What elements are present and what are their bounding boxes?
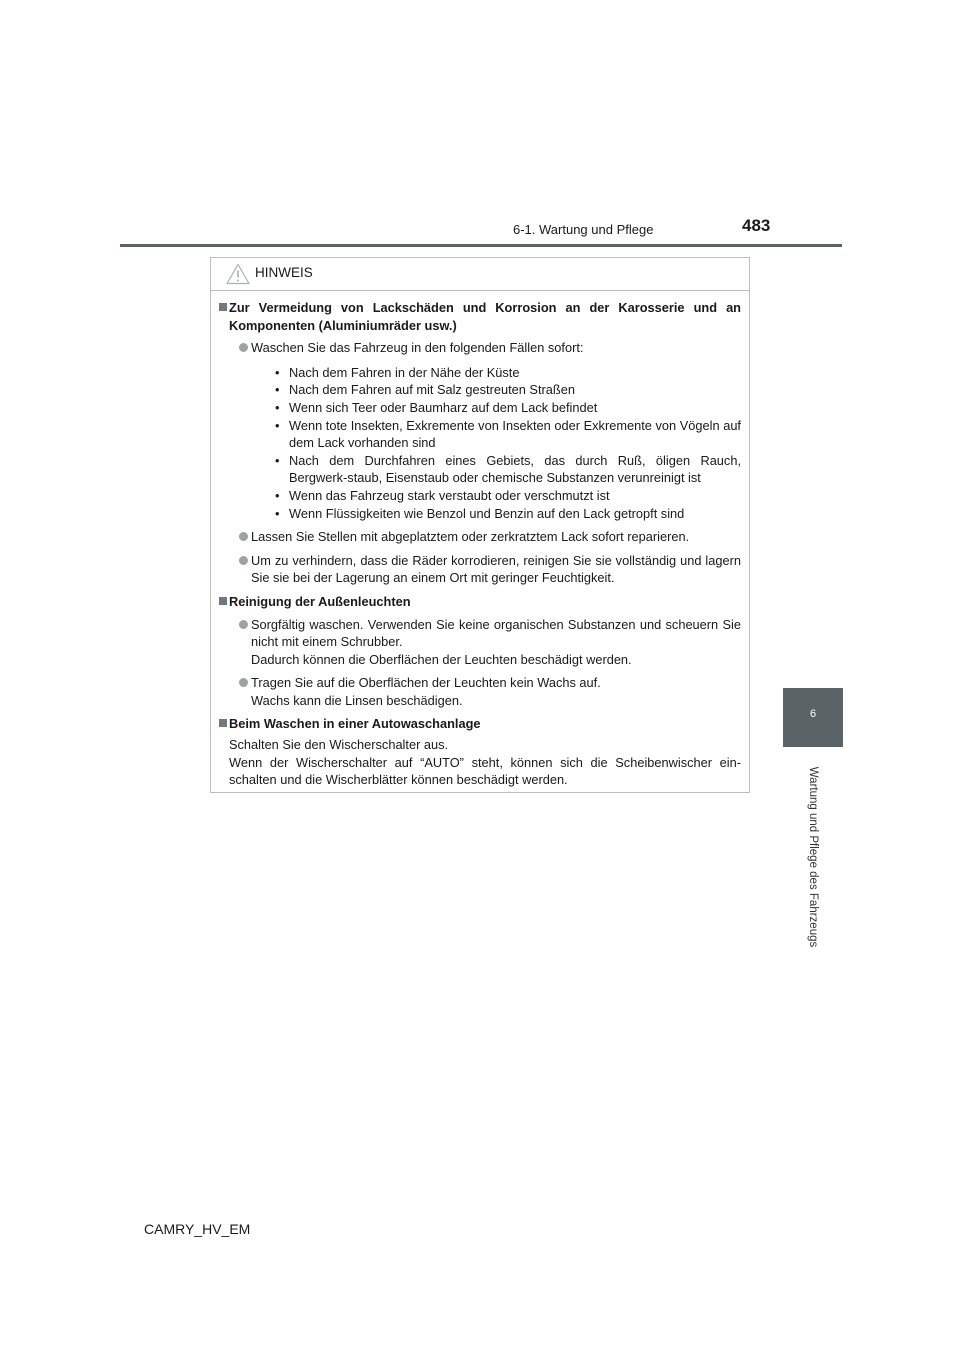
- notice-box: [210, 257, 750, 793]
- sub-list: [251, 364, 741, 522]
- item-text: Um zu verhindern, dass die Räder korrodieren, reinigen Sie sie vollständig und lagern Sie sie bei der Lagerung an einem Ort mit geringer Feuchtigkeit.: [251, 552, 741, 586]
- sub-list-item: • Nach dem Fahren auf mit Salz gestreuten Straßen: [275, 382, 575, 398]
- item-text: Tragen Sie auf die Oberflächen der Leuchten kein Wachs auf.: [251, 675, 601, 691]
- circle-bullet-icon: [239, 678, 248, 687]
- section-heading: Zur Vermeidung von Lackschäden und Korrosion an der Karosserie und an Komponenten (Aluminiumräder usw.): [229, 300, 741, 333]
- circle-bullet-icon: [239, 620, 248, 629]
- list-item: [229, 528, 741, 546]
- sub-list-item: • Wenn Flüssigkeiten wie Benzol und Benzin auf den Lack getropft sind: [275, 505, 685, 521]
- square-bullet-icon: [219, 597, 227, 605]
- chapter-number: 6: [809, 708, 817, 720]
- section-paint-protection: [219, 299, 741, 587]
- section-heading: Reinigung der Außenleuchten: [229, 593, 411, 609]
- section-heading: Beim Waschen in einer Autowaschanlage: [229, 716, 481, 732]
- section-car-wash: [219, 715, 741, 788]
- notice-header: [211, 258, 749, 291]
- paragraph: Wenn der Wischerschalter auf “AUTO” steht, können sich die Scheibenwischer ein-schalten und die Wischerblätter können beschädigt werden.: [229, 754, 741, 788]
- document-code: CAMRY_HV_EM: [144, 1221, 251, 1237]
- circle-bullet-icon: [239, 556, 248, 565]
- list-item: [229, 552, 741, 587]
- sub-list-item: • Wenn das Fahrzeug stark verstaubt oder verschmutzt ist: [275, 487, 610, 503]
- item-text-continued: Dadurch können die Oberflächen der Leuchten beschädigt werden.: [251, 651, 632, 667]
- warning-triangle-icon: [226, 263, 250, 285]
- list-item: [229, 616, 741, 669]
- notice-title: HINWEIS: [255, 265, 313, 280]
- sub-list-item: • Wenn sich Teer oder Baumharz auf dem Lack befindet: [275, 399, 598, 415]
- item-text: Lassen Sie Stellen mit abgeplatztem oder zerkratztem Lack sofort reparieren.: [251, 529, 690, 545]
- chapter-tab: [783, 688, 843, 747]
- page-number: 483: [742, 216, 771, 235]
- list-item: [229, 339, 741, 522]
- circle-bullet-icon: [239, 532, 248, 541]
- item-text: Sorgfältig waschen. Verwenden Sie keine organischen Substanzen und scheuern Sie nicht mit einem Schrubber.: [251, 616, 741, 650]
- item-text: Waschen Sie das Fahrzeug in den folgenden Fällen sofort:: [251, 340, 584, 356]
- notice-body: [219, 299, 741, 795]
- circle-bullet-icon: [239, 343, 248, 352]
- paragraph: Schalten Sie den Wischerschalter aus.: [229, 737, 449, 753]
- sub-list-item: • Wenn tote Insekten, Exkremente von Insekten oder Exkremente von Vögeln auf dem Lack vorhanden sind: [275, 417, 741, 451]
- square-bullet-icon: [219, 719, 227, 727]
- header-divider: [120, 244, 842, 247]
- section-exterior-lights: [219, 593, 741, 710]
- section-title: 6-1. Wartung und Pflege: [513, 222, 654, 237]
- list-item: [229, 674, 741, 709]
- item-text-continued: Wachs kann die Linsen beschädigen.: [251, 692, 463, 708]
- sub-list-item: • Nach dem Durchfahren eines Gebiets, das durch Ruß, öligen Rauch, Bergwerk-staub, Eisenstaub oder chemische Substanzen verunreinigt ist: [275, 452, 741, 486]
- sub-list-item: • Nach dem Fahren in der Nähe der Küste: [275, 364, 520, 380]
- chapter-title: Wartung und Pflege des Fahrzeugs: [807, 766, 819, 948]
- square-bullet-icon: [219, 303, 227, 311]
